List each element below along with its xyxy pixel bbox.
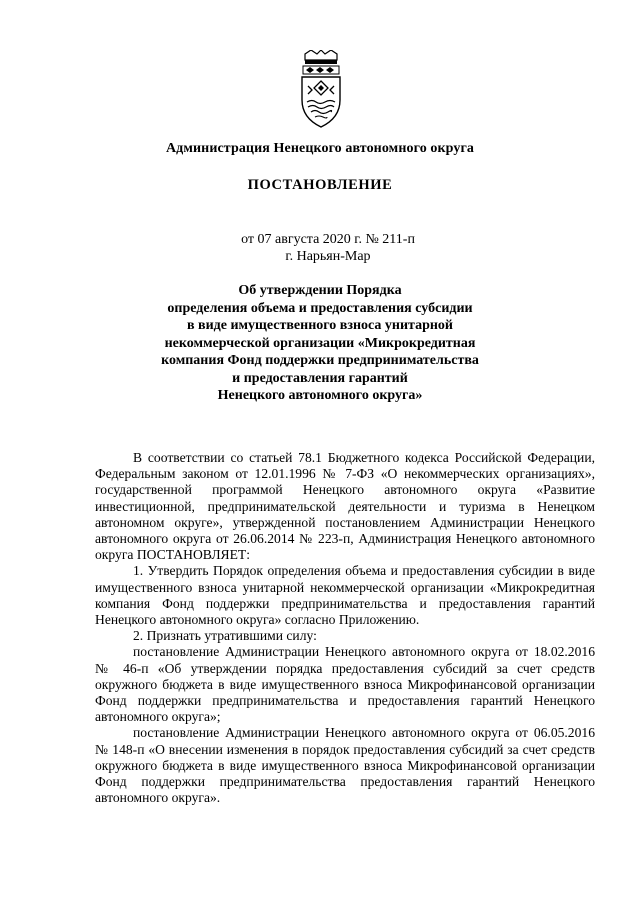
agency-name: Администрация Ненецкого автономного округа [165, 141, 475, 156]
title-line: некоммерческой организации «Микрокредитная [164, 335, 476, 351]
place-line: г. Нарьян-Мар [285, 249, 371, 264]
title-line: Ненецкого автономного округа» [217, 388, 423, 403]
title-line: определения объема и предоставления субсидии [167, 300, 473, 316]
document-type: ПОСТАНОВЛЕНИЕ [247, 177, 393, 193]
coat-of-arms-icon [298, 50, 344, 130]
title-line: компания Фонд поддержки предпринимательства [161, 353, 479, 368]
item-2b-paragraph: постановление Администрации Ненецкого автономного округа от 06.05.2016 № 148-п «О внесении изменения в порядок предоставления субсидий за счет средств окружного бюджета в виде имущественного взноса Микрофинансовой организации Фонд поддержки предпринимательства предоставления гарантий Ненецкого автономного округа». [95, 725, 595, 806]
date-line: от 07 августа 2020 г. № 211-п [241, 232, 415, 247]
title-line: в виде имущественного взноса унитарной [186, 318, 454, 333]
item-2a-paragraph: постановление Администрации Ненецкого автономного округа от 18.02.2016 № 46-п «Об утверждении порядка предоставления субсидий за счет средств окружного бюджета в виде имущественного взноса Микрофинансовой организации Фонд поддержки предпринимательства и предоставления гарантий Ненецкого автономного округа»; [95, 644, 595, 725]
document-body [95, 450, 595, 806]
item-1-paragraph: 1. Утвердить Порядок определения объема и предоставления субсидии в виде имущественного взноса унитарной некоммерческой организации «Микрокредитная компания Фонд поддержки предпринимательства и предоставления гарантий Ненецкого автономного округа» согласно Приложению. [95, 563, 595, 628]
item-2-paragraph: 2. Признать утратившими силу: [133, 628, 317, 644]
preamble-paragraph: В соответствии со статьей 78.1 Бюджетного кодекса Российской Федерации, Федеральным законом от 12.01.1996 № 7-ФЗ «О некоммерческих организациях», государственной программой Ненецкого автономного округа «Развитие инвестиционной, предпринимательской деятельности и туризма в Ненецком автономном округе», утвержденной постановлением Администрации Ненецкого автономного округа от 26.06.2014 № 223-п, Администрация Ненецкого автономного округа ПОСТАНОВЛЯЕТ: [95, 450, 595, 563]
date-block [8, 231, 640, 265]
title-line: Об утверждении Порядка [238, 283, 402, 298]
title-line: и предоставления гарантий [232, 370, 408, 386]
document-title [0, 282, 640, 405]
